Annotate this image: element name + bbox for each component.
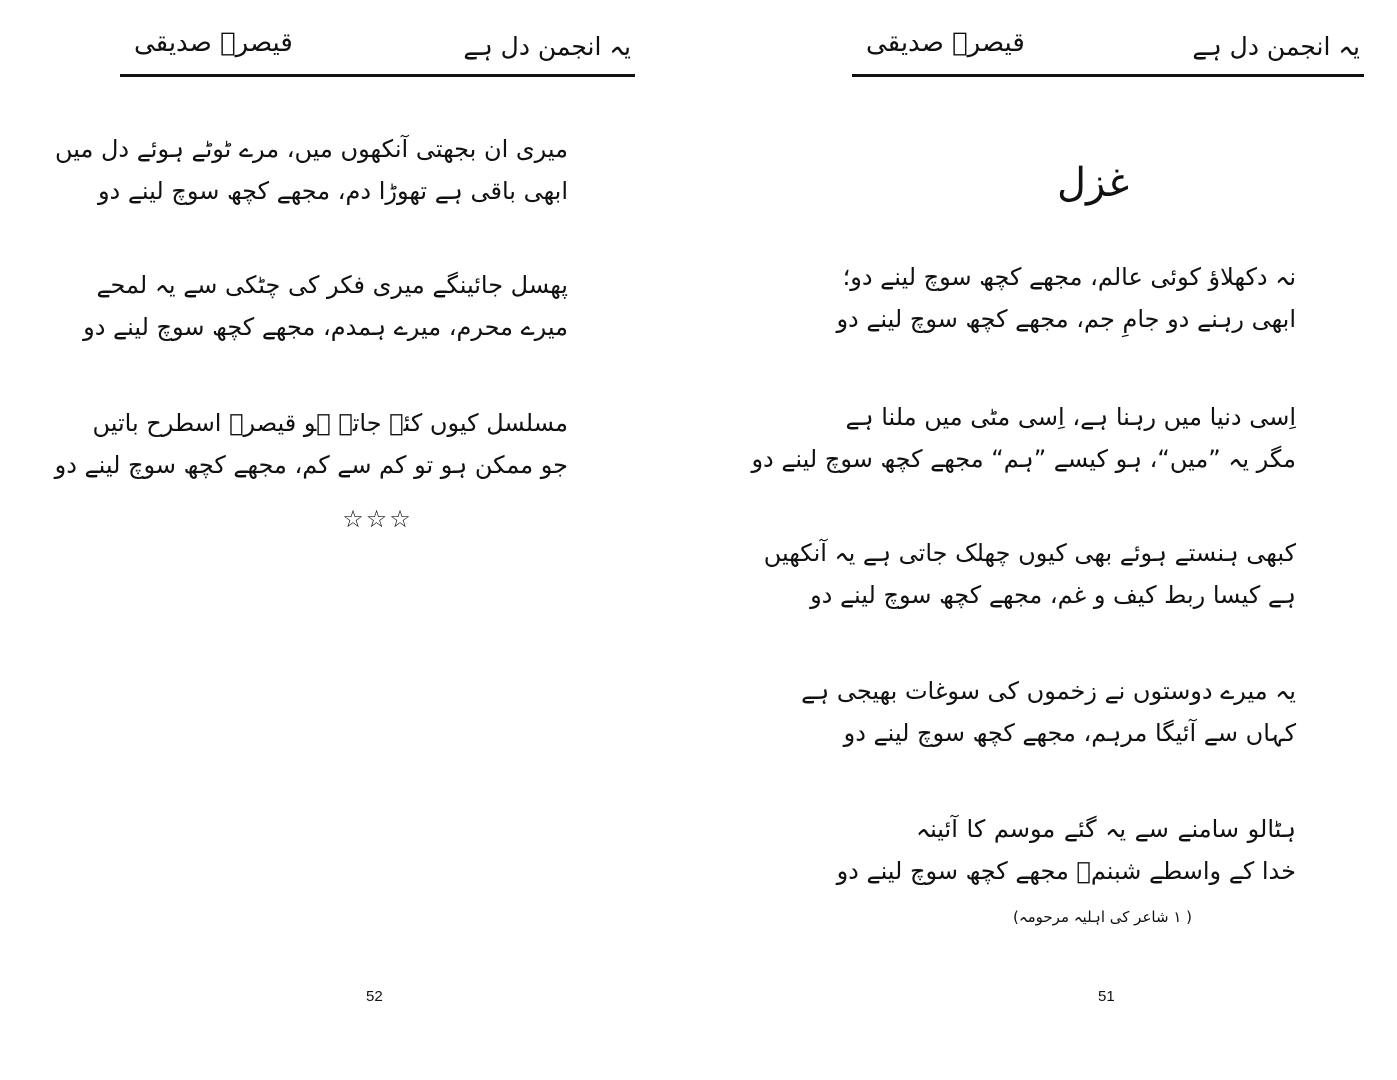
verse-line: نہ دکھلاؤ کوئی عالم، مجھے کچھ سوچ لینے دو؛	[842, 263, 1296, 291]
verse-line: یہ میرے دوستوں نے زخموں کی سوغات بھیجی ہے	[801, 677, 1296, 705]
verse-line: ہے کیسا ربط کیف و غم، مجھے کچھ سوچ لینے دو	[810, 581, 1296, 609]
stanza	[54, 128, 568, 212]
verse-line: کبھی ہنستے ہوئے بھی کیوں چھلک جاتی ہے یہ آنکھیں	[763, 539, 1296, 567]
verse-line: پھسل جائینگے میری فکر کی چٹکی سے یہ لمحے	[96, 271, 568, 299]
verse-line: میرے محرم، میرے ہمدم، مجھے کچھ سوچ لینے دو	[83, 313, 568, 341]
verse-line: مگر یہ ”میں“، ہو کیسے ”ہم“ مجھے کچھ سوچ لینے دو	[751, 445, 1296, 473]
verse-line: جو ممکن ہو تو کم سے کم، مجھے کچھ سوچ لینے دو	[54, 451, 568, 479]
verse-line: ہٹالو سامنے سے یہ گئے موسم کا آئینہ	[916, 815, 1296, 843]
section-end-stars	[120, 505, 635, 533]
right-page	[751, 0, 1364, 1080]
ghazal-title: غزل	[1056, 160, 1130, 206]
verse-line: مسلسل کیوں کئے جاتے ہو قیصرؔ اسطرح باتیں	[92, 409, 568, 437]
book-title: یہ انجمن دل ہے	[1192, 32, 1360, 61]
stanza	[54, 402, 568, 486]
verse-line: خدا کے واسطے شبنمؔ مجھے کچھ سوچ لینے دو	[836, 857, 1296, 885]
verse-line: میری ان بجھتی آنکھوں میں، مرے ٹوٹے ہوئے دل میں	[54, 135, 568, 163]
stanza	[836, 256, 1296, 340]
stanza	[83, 264, 568, 348]
stars-ornament: ☆☆☆	[342, 505, 413, 533]
page-number: 51	[1098, 988, 1115, 1005]
verse-line: ابھی رہنے دو جامِ جم، مجھے کچھ سوچ لینے دو	[836, 305, 1296, 333]
author-name: قیصرؔ صدیقی	[134, 28, 293, 58]
page-number: 52	[366, 988, 383, 1005]
stanza	[801, 670, 1296, 754]
verse-line: ابھی باقی ہے تھوڑا دم، مجھے کچھ سوچ لینے دو	[97, 177, 568, 205]
stanza	[763, 532, 1296, 616]
left-page	[54, 0, 635, 1080]
footnote: ( ۱ شاعر کی اہلیہ مرحومہ)	[1012, 908, 1192, 926]
page-header	[852, 22, 1364, 77]
stanza	[751, 396, 1296, 480]
book-title: یہ انجمن دل ہے	[463, 32, 631, 61]
author-name: قیصرؔ صدیقی	[866, 28, 1025, 58]
verse-line: اِسی دنیا میں رہنا ہے، اِسی مٹی میں ملنا ہے	[845, 403, 1296, 431]
verse-line: کہاں سے آئیگا مرہم، مجھے کچھ سوچ لینے دو	[843, 719, 1296, 747]
stanza	[836, 808, 1296, 892]
page-header	[120, 22, 635, 77]
